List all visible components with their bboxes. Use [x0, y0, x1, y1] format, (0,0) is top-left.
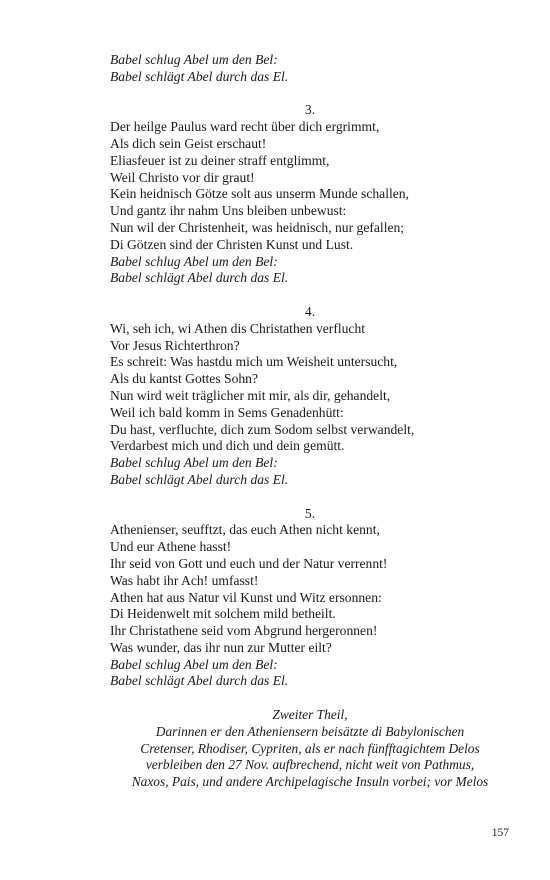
verse-line: Als du kantst Gottes Sohn? — [110, 371, 259, 387]
refrain-line: Babel schlägt Abel durch das El. — [110, 471, 289, 487]
refrain-line: Babel schlägt Abel durch das El. — [110, 270, 289, 286]
stanza-3 — [110, 102, 510, 287]
refrain-line: Babel schlug Abel um den Bel: — [110, 656, 278, 672]
verse-line: Verdarbest mich und dich und dein gemütt. — [110, 438, 345, 454]
verse-line: Du hast, verfluchte, dich zum Sodom selbst verwandelt, — [110, 421, 415, 437]
verse-line: Athenienser, seufftzt, das euch Athen nicht kennt, — [110, 522, 380, 538]
verse-line: Und eur Athene hasst! — [110, 539, 232, 555]
verse-line: Di Götzen sind der Christen Kunst und Lust. — [110, 236, 354, 252]
verse-line: Der heilge Paulus ward recht über dich ergrimmt, — [110, 119, 380, 135]
verse-line: Was habt ihr Ach! umfasst! — [110, 572, 259, 588]
verse-line: Wi, seh ich, wi Athen dis Christathen verflucht — [110, 320, 366, 336]
page-body — [110, 52, 510, 791]
refrain-line: Babel schlägt Abel durch das El. — [110, 673, 289, 689]
stanza-number: 5. — [304, 505, 316, 521]
page-number: 157 — [491, 827, 509, 839]
verse-line: Nun wird weit träglicher mit mir, als dir, gehandelt, — [110, 387, 391, 403]
section-description-line: verbleiben den 27 Nov. aufbrechend, nicht weit von Pathmus, — [145, 757, 475, 773]
verse-line: Und gantz ihr nahm Uns bleiben unbewust: — [110, 203, 347, 219]
verse-line: Kein heidnisch Götze solt aus unserm Munde schallen, — [110, 186, 409, 202]
section-description-line: Cretenser, Rhodiser, Cypriten, als er nach fünfftagichtem Delos — [140, 740, 480, 756]
stanza-4 — [110, 304, 510, 489]
verse-line: Ihr Christathene seid vom Abgrund hergeronnen! — [110, 623, 378, 639]
refrain-line: Babel schlug Abel um den Bel: — [110, 455, 278, 471]
verse-line: Di Heidenwelt mit solchem mild betheilt. — [110, 606, 336, 622]
section-description-line: Naxos, Pais, und andere Archipelagische Insuln vorbei; vor Melos — [131, 774, 489, 790]
stanza-number: 4. — [304, 303, 316, 319]
verse-line: Nun wil der Christenheit, was heidnisch, nur gefallen; — [110, 219, 405, 235]
refrain-line: Babel schlägt Abel durch das El. — [110, 68, 289, 84]
section-description-line: Darinnen er den Atheniensern beisätzte di Babylonischen — [155, 723, 465, 739]
verse-line: Weil ich bald komm in Sems Genadenhütt: — [110, 404, 344, 420]
verse-line: Es schreit: Was hastdu mich um Weisheit untersucht, — [110, 354, 398, 370]
stanza-number: 3. — [304, 102, 316, 118]
stanza-5 — [110, 506, 510, 691]
verse-line: Weil Christo vor dir graut! — [110, 169, 255, 185]
section-heading-block — [110, 707, 510, 791]
verse-line: Als dich sein Geist erschaut! — [110, 135, 267, 151]
refrain-line: Babel schlug Abel um den Bel: — [110, 253, 278, 269]
verse-line: Was wunder, das ihr nun zur Mutter eilt? — [110, 639, 332, 655]
refrain-line: Babel schlug Abel um den Bel: — [110, 52, 278, 67]
verse-line: Ihr seid von Gott und euch und der Natur verrennt! — [110, 555, 388, 571]
verse-line: Vor Jesus Richterthron? — [110, 337, 240, 353]
verse-line: Athen hat aus Natur vil Kunst und Witz ersonnen: — [110, 589, 382, 605]
verse-line: Eliasfeuer ist zu deiner straff entglimmt, — [110, 152, 330, 168]
section-heading: Zweiter Theil, — [272, 707, 348, 723]
